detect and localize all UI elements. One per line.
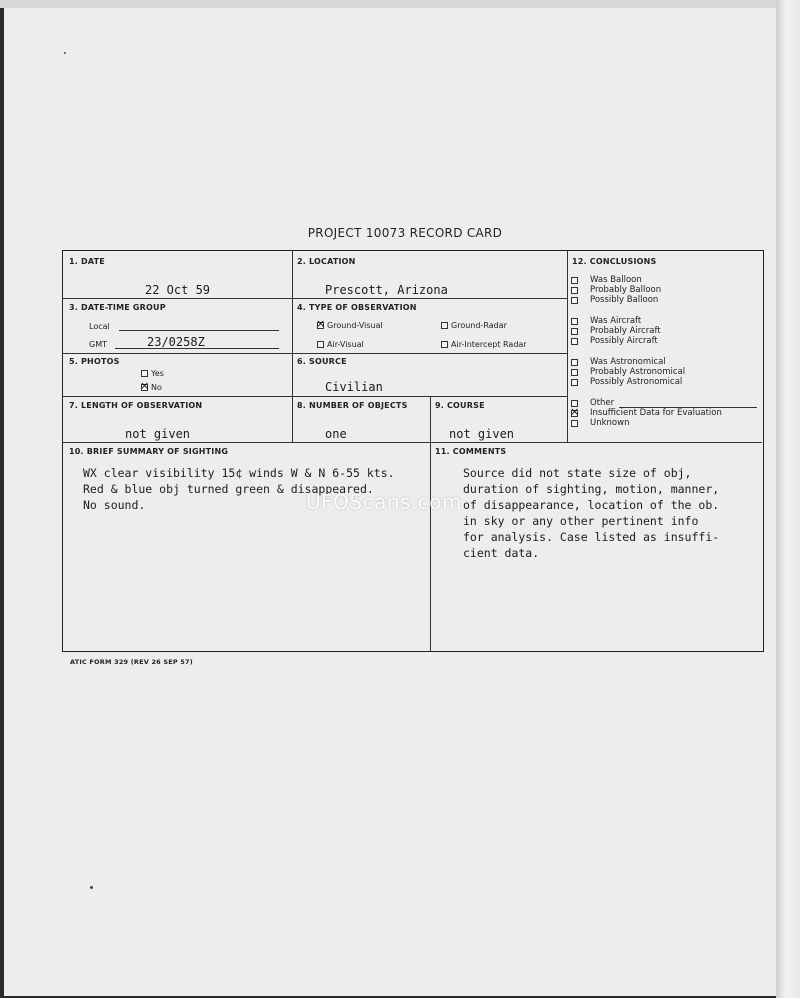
comments-line: for analysis. Case listed as insuffi- bbox=[463, 530, 720, 544]
row-divider bbox=[63, 353, 567, 354]
dtg-label: 3. DATE-TIME GROUP bbox=[69, 303, 166, 312]
conclusion-label: Insufficient Data for Evaluation bbox=[590, 408, 722, 418]
course-label: 9. COURSE bbox=[435, 401, 485, 410]
ground-visual-label: Ground-Visual bbox=[327, 321, 383, 330]
col-divider bbox=[430, 396, 431, 651]
summary-label: 10. BRIEF SUMMARY OF SIGHTING bbox=[69, 447, 229, 456]
conclusion-checkbox[interactable] bbox=[571, 420, 578, 427]
watermark-text: UFOScans.com bbox=[306, 490, 462, 514]
record-card bbox=[62, 250, 764, 652]
conclusions-label: 12. CONCLUSIONS bbox=[572, 257, 657, 266]
conclusion-label: Was Astronomical bbox=[590, 357, 666, 367]
row-divider bbox=[63, 298, 567, 299]
conclusion-checkbox[interactable] bbox=[571, 338, 578, 345]
photos-no-label: No bbox=[151, 383, 162, 392]
course-value: not given bbox=[449, 427, 515, 441]
summary-line: WX clear visibility 15¢ winds W & N 6-55 kts. bbox=[83, 466, 395, 480]
gmt-value: 23/0258Z bbox=[147, 335, 205, 349]
conclusion-label: Other bbox=[590, 398, 615, 408]
comments-text bbox=[463, 465, 719, 561]
conclusion-checkbox[interactable] bbox=[571, 277, 578, 284]
conclusion-label: Unknown bbox=[590, 418, 630, 428]
summary-line: Red & blue obj turned green & disappeared. bbox=[83, 482, 374, 496]
location-value: Prescott, Arizona bbox=[325, 283, 448, 297]
scan-right-edge bbox=[776, 0, 800, 998]
conclusion-checkbox[interactable] bbox=[571, 318, 578, 325]
conclusion-label: Probably Astronomical bbox=[590, 367, 686, 377]
air-intercept-radar-label: Air-Intercept Radar bbox=[451, 340, 527, 349]
summary-line: No sound. bbox=[83, 498, 146, 512]
row-divider bbox=[63, 442, 762, 443]
conclusion-label: Possibly Astronomical bbox=[590, 377, 683, 387]
comments-line: cient data. bbox=[463, 546, 540, 560]
air-visual-label: Air-Visual bbox=[327, 340, 364, 349]
comments-line: in sky or any other pertinent info bbox=[463, 514, 699, 528]
length-label: 7. LENGTH OF OBSERVATION bbox=[69, 401, 203, 410]
scan-top-edge bbox=[0, 0, 800, 8]
row-divider bbox=[63, 396, 567, 397]
comments-line: duration of sighting, motion, manner, bbox=[463, 482, 720, 496]
location-label: 2. LOCATION bbox=[297, 257, 356, 266]
date-label: 1. DATE bbox=[69, 257, 105, 266]
conclusion-checkbox[interactable] bbox=[571, 379, 578, 386]
conclusion-checkbox[interactable] bbox=[571, 328, 578, 335]
col-divider bbox=[292, 251, 293, 442]
photos-yes-label: Yes bbox=[151, 369, 164, 378]
source-value: Civilian bbox=[325, 380, 383, 394]
local-underline bbox=[119, 330, 279, 331]
comments-line: Source did not state size of obj, bbox=[463, 466, 692, 480]
air-visual-checkbox[interactable] bbox=[317, 341, 324, 348]
conclusion-checkbox[interactable] bbox=[571, 287, 578, 294]
objects-value: one bbox=[325, 427, 347, 441]
ground-radar-checkbox[interactable] bbox=[441, 322, 448, 329]
conclusion-label: Possibly Balloon bbox=[590, 295, 659, 305]
comments-line: of disappearance, location of the ob. bbox=[463, 498, 720, 512]
source-label: 6. SOURCE bbox=[297, 357, 347, 366]
date-value: 22 Oct 59 bbox=[145, 283, 211, 297]
gmt-label: GMT bbox=[89, 340, 107, 349]
ground-visual-checkbox[interactable] bbox=[317, 322, 324, 329]
length-value: not given bbox=[125, 427, 191, 441]
conclusion-label: Probably Balloon bbox=[590, 285, 662, 295]
air-intercept-radar-checkbox[interactable] bbox=[441, 341, 448, 348]
photos-label: 5. PHOTOS bbox=[69, 357, 120, 366]
photos-yes-checkbox[interactable] bbox=[141, 370, 148, 377]
type-label: 4. TYPE OF OBSERVATION bbox=[297, 303, 417, 312]
col-divider bbox=[567, 251, 568, 442]
conclusion-checkbox[interactable] bbox=[571, 297, 578, 304]
conclusion-label: Was Aircraft bbox=[590, 316, 642, 326]
dust-speck bbox=[90, 886, 93, 889]
form-number: ATIC FORM 329 (REV 26 SEP 57) bbox=[70, 658, 193, 666]
conclusion-checkbox[interactable] bbox=[571, 359, 578, 366]
conclusion-checkbox[interactable] bbox=[571, 369, 578, 376]
conclusion-checkbox[interactable] bbox=[571, 410, 578, 417]
card-title: PROJECT 10073 RECORD CARD bbox=[307, 226, 503, 240]
dust-speck bbox=[64, 52, 66, 54]
conclusion-label: Probably Aircraft bbox=[590, 326, 661, 336]
ground-radar-label: Ground-Radar bbox=[451, 321, 507, 330]
conclusion-label: Possibly Aircraft bbox=[590, 336, 658, 346]
conclusion-label: Was Balloon bbox=[590, 275, 642, 285]
comments-label: 11. COMMENTS bbox=[435, 447, 507, 456]
photos-no-checkbox[interactable] bbox=[141, 384, 148, 391]
objects-label: 8. NUMBER OF OBJECTS bbox=[297, 401, 408, 410]
local-label: Local bbox=[89, 322, 110, 331]
